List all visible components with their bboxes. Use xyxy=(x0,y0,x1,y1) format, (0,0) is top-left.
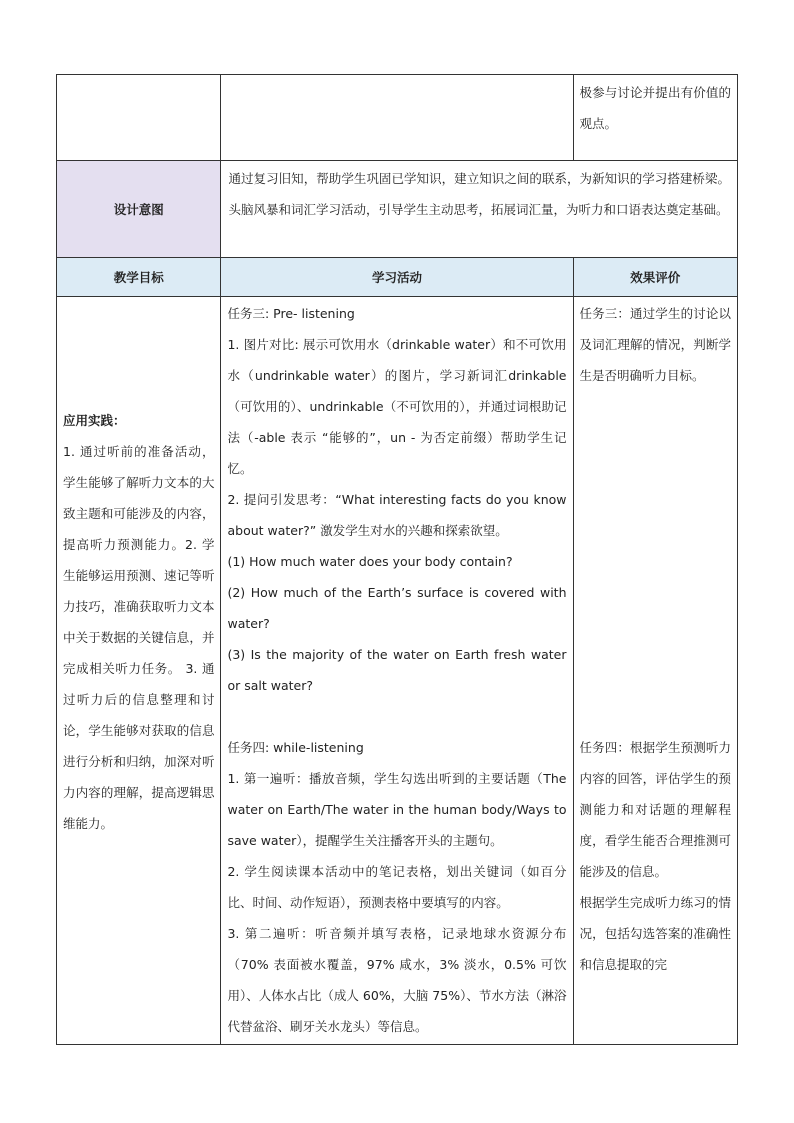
question-1: (1) How much water does your body contain? xyxy=(227,554,513,569)
design-intent-row xyxy=(57,161,738,258)
header-evaluation: 效果评价 xyxy=(573,258,738,297)
task3-item-2: 2. 提问引发思考：“What interesting facts do you know about water?” 激发学生对水的兴趣和探索欲望。 xyxy=(227,492,567,538)
evaluation-task4-more: 根据学生完成听力练习的情况，包括勾选答案的准确性和信息提取的完 xyxy=(579,895,731,972)
task4-title: 任务四: while-listening xyxy=(227,740,364,755)
task4-item-2: 2. 学生阅读课本活动中的笔记表格，划出关键词（如百分比、时间、动作短语），预测表格中要填写的内容。 xyxy=(227,864,567,910)
continued-evaluation-cell xyxy=(573,75,738,161)
evaluation-task4: 任务四：根据学生预测听力内容的回答，评估学生的预测能力和对话题的理解程度，看学生能否合理推测可能涉及的信息。 xyxy=(579,740,731,879)
content-row xyxy=(57,297,738,1045)
goals-cell xyxy=(57,297,221,1045)
design-intent-cell xyxy=(221,161,738,258)
lesson-plan-table xyxy=(56,74,738,1045)
task3-title: 任务三: Pre- listening xyxy=(227,306,355,321)
lesson-plan-page xyxy=(56,74,738,1045)
continued-evaluation-text: 极参与讨论并提出有价值的观点。 xyxy=(579,85,731,131)
continued-goals-cell xyxy=(57,75,221,161)
design-intent-text: 通过复习旧知，帮助学生巩固已学知识，建立知识之间的联系，为新知识的学习搭建桥梁。头脑风暴和词汇学习活动，引导学生主动思考，拓展词汇量，为听力和口语表达奠定基础。 xyxy=(228,171,730,217)
continued-activities-cell xyxy=(221,75,573,161)
table-header-row xyxy=(57,258,738,297)
question-2: (2) How much of the Earth’s surface is covered with water? xyxy=(227,585,567,631)
design-intent-label: 设计意图 xyxy=(57,161,221,258)
continued-row xyxy=(57,75,738,161)
evaluation-task3: 任务三：通过学生的讨论以及词汇理解的情况，判断学生是否明确听力目标。 xyxy=(579,306,731,383)
goals-text: 1. 通过听前的准备活动，学生能够了解听力文本的大致主题和可能涉及的内容，提高听力预测能力。2. 学生能够运用预测、速记等听力技巧，准确获取听力文本中关于数据的关键信息，并完成相关听力任务。 3. 通过听力后的信息整理和讨论，学生能够对获取的信息进行分析和归纳，加深对听力内容的理解，提高逻辑思维能力。 xyxy=(63,444,215,831)
task3-item-1: 1. 图片对比: 展示可饮用水（drinkable water）和不可饮用水（undrinkable water）的图片，学习新词汇drinkable（可饮用的）、undrinkable（不可饮用的），并通过词根助记法（-able 表示 “能够的”，un - 为否定前缀）帮助学生记忆。 xyxy=(227,337,567,476)
header-goals: 教学目标 xyxy=(57,258,221,297)
task4-item-1: 1. 第一遍听：播放音频，学生勾选出听到的主要话题（The water on Earth/The water in the human body/Ways to save water），提醒学生关注播客开头的主题句。 xyxy=(227,771,567,848)
task4-item-3: 3. 第二遍听：听音频并填写表格，记录地球水资源分布（70% 表面被水覆盖，97% 咸水，3% 淡水，0.5% 可饮用）、人体水占比（成人 60%，大脑 75%）、节水方法（淋浴代替盆浴、刷牙关水龙头）等信息。 xyxy=(227,926,567,1034)
header-activities: 学习活动 xyxy=(221,258,573,297)
evaluation-cell xyxy=(573,297,738,1045)
activities-cell xyxy=(221,297,573,1045)
question-3: (3) Is the majority of the water on Earth fresh water or salt water? xyxy=(227,647,567,693)
goals-title: 应用实践： xyxy=(63,413,126,428)
